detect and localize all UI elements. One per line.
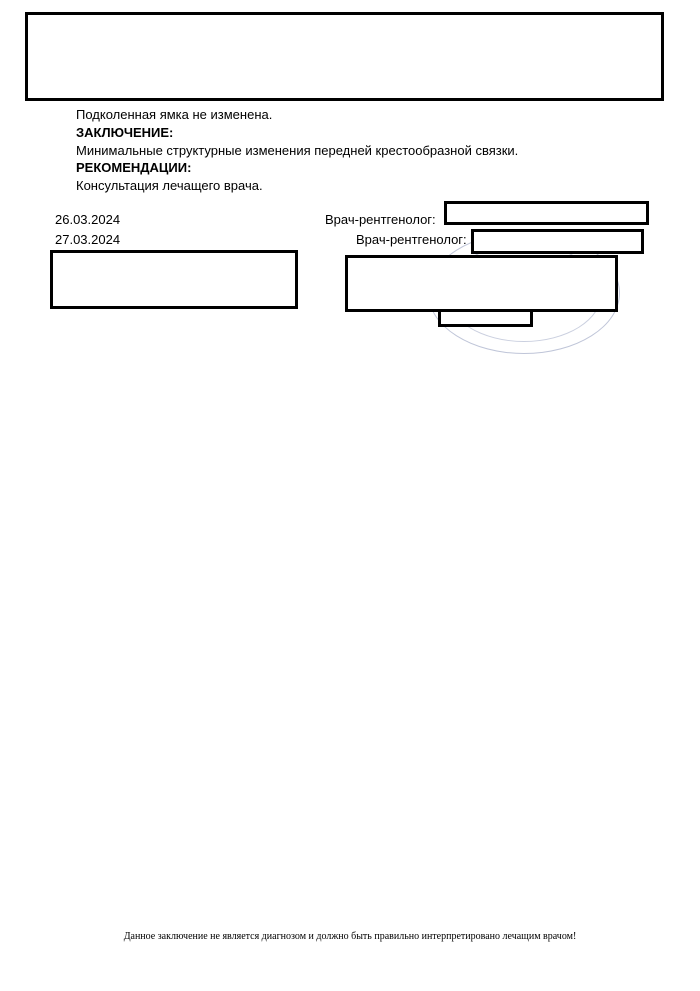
signature-role-1: Врач-рентгенолог: <box>325 212 436 227</box>
popliteal-text: Подколенная ямка не изменена. <box>76 107 273 122</box>
small-redaction-box <box>438 309 533 327</box>
conclusion-text: Минимальные структурные изменения передней крестообразной связки. <box>76 143 519 158</box>
center-redaction-box <box>345 255 618 312</box>
signature-role-2: Врач-рентгенолог: <box>356 232 467 247</box>
recommendations-heading: РЕКОМЕНДАЦИИ: <box>76 160 192 175</box>
signature-date-1: 26.03.2024 <box>55 212 121 227</box>
footer-disclaimer: Данное заключение не является диагнозом и должно быть правильно интерпретировано лечащим врачом! <box>123 931 577 942</box>
signature-name-redaction-2 <box>471 229 644 254</box>
signature-date-2: 27.03.2024 <box>55 232 121 247</box>
recommendations-text: Консультация лечащего врача. <box>76 178 263 193</box>
header-redaction <box>25 12 664 101</box>
left-redaction-box <box>50 250 298 309</box>
conclusion-heading: ЗАКЛЮЧЕНИЕ: <box>76 125 174 140</box>
signature-name-redaction-1 <box>444 201 649 225</box>
